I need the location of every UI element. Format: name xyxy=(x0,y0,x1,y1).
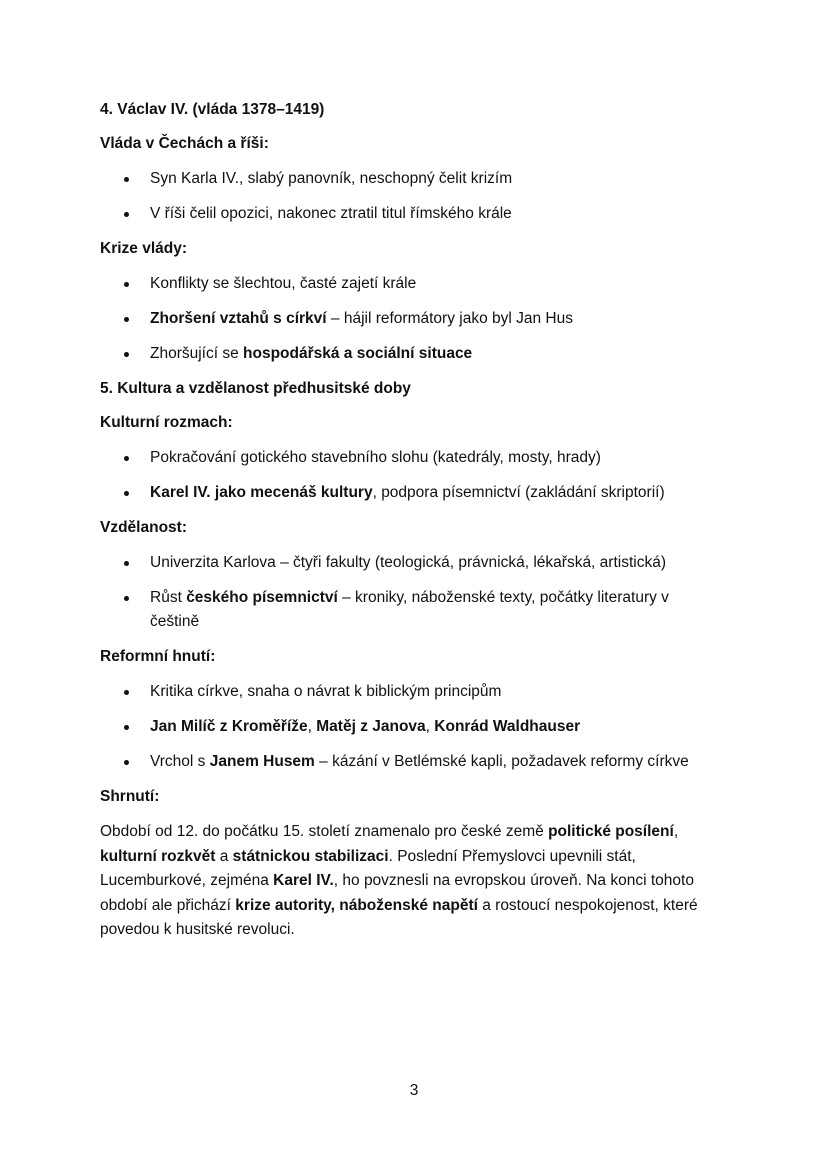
list-item: Syn Karla IV., slabý panovník, neschopný čelit krizím xyxy=(100,167,728,191)
section-5-heading: 5. Kultura a vzdělanost předhusitské doby xyxy=(100,380,411,397)
vzdelanost-list xyxy=(100,551,728,634)
bullet-icon xyxy=(124,725,129,730)
kulturni-list xyxy=(100,446,728,505)
vlada-heading: Vláda v Čechách a říši: xyxy=(100,135,269,152)
bullet-icon xyxy=(124,212,129,217)
vlada-list xyxy=(100,167,728,226)
list-item: Vrchol s Janem Husem – kázání v Betlémské kapli, požadavek reformy církve xyxy=(100,750,728,774)
page-number: 3 xyxy=(409,1082,419,1099)
bullet-icon xyxy=(124,561,129,566)
shrnuti-paragraph: Období od 12. do počátku 15. století znamenalo pro české země politické posílení, kulturní rozkvět a státnickou stabilizaci. Poslední Přemyslovci upevnili stát, Lucemburkové, zejména Karel IV., ho povznesli na evropskou úroveň. Na konci tohoto období ale přichází krize autority, náboženské napětí a rostoucí nespokojenost, které povedou k husitské revoluci. xyxy=(100,823,698,938)
bullet-icon xyxy=(124,317,129,322)
list-item: Zhoršující se hospodářská a sociální situace xyxy=(100,342,728,366)
krize-heading: Krize vlády: xyxy=(100,240,188,257)
list-item: Univerzita Karlova – čtyři fakulty (teologická, právnická, lékařská, artistická) xyxy=(100,551,728,575)
bullet-icon xyxy=(124,690,129,695)
kulturni-heading: Kulturní rozmach: xyxy=(100,414,233,431)
list-item: Kritika církve, snaha o návrat k biblickým principům xyxy=(100,680,728,704)
list-item: Pokračování gotického stavebního slohu (katedrály, mosty, hrady) xyxy=(100,446,728,470)
list-item: Jan Milíč z Kroměříže, Matěj z Janova, Konrád Waldhauser xyxy=(100,715,728,739)
list-item: Růst českého písemnictví – kroniky, náboženské texty, počátky literatury v češtině xyxy=(100,586,728,634)
vzdelanost-heading: Vzdělanost: xyxy=(100,519,187,536)
bullet-icon xyxy=(124,177,129,182)
bullet-icon xyxy=(124,456,129,461)
bullet-icon xyxy=(124,760,129,765)
bullet-icon xyxy=(124,352,129,357)
list-item: Zhoršení vztahů s církví – hájil reformátory jako byl Jan Hus xyxy=(100,307,728,331)
section-4-heading: 4. Václav IV. (vláda 1378–1419) xyxy=(100,101,325,118)
shrnuti-heading: Shrnutí: xyxy=(100,788,160,805)
bullet-icon xyxy=(124,596,129,601)
list-item: Konflikty se šlechtou, časté zajetí krále xyxy=(100,272,728,296)
list-item: V říši čelil opozici, nakonec ztratil titul římského krále xyxy=(100,202,728,226)
bullet-icon xyxy=(124,282,129,287)
krize-list xyxy=(100,272,728,366)
list-item: Karel IV. jako mecenáš kultury, podpora písemnictví (zakládání skriptorií) xyxy=(100,481,728,505)
bullet-icon xyxy=(124,491,129,496)
reformni-list xyxy=(100,680,728,774)
reformni-heading: Reformní hnutí: xyxy=(100,648,216,665)
document-body xyxy=(100,99,728,943)
